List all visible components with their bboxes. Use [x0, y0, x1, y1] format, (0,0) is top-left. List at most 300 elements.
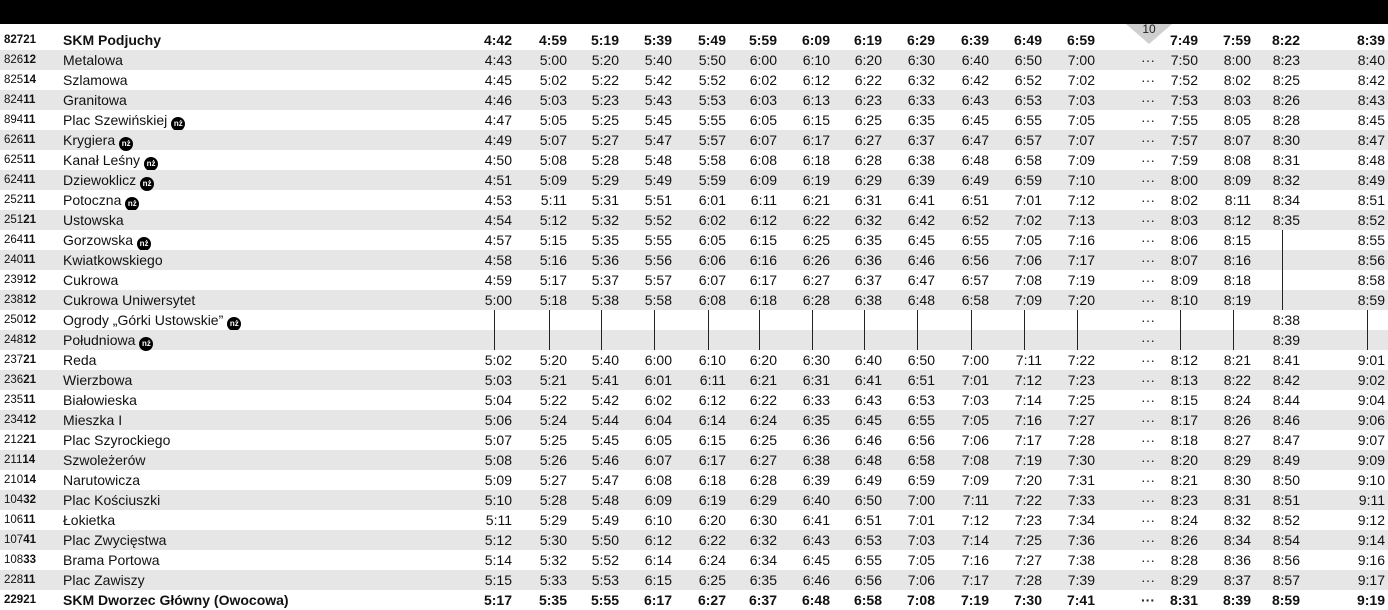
departure-time: 6:48 [907, 292, 935, 308]
departure-time: 6:02 [749, 72, 777, 88]
stop-code-post: 12 [23, 334, 36, 346]
departure-time: 5:36 [591, 252, 619, 268]
stop-code [4, 570, 35, 590]
stop-code [4, 210, 36, 230]
no-stop-line [812, 310, 813, 330]
departure-time: 5:17 [483, 592, 512, 608]
departure-time: 6:59 [1014, 172, 1042, 188]
departure-time: 7:36 [1067, 532, 1095, 548]
departure-time: 8:20 [1170, 452, 1198, 468]
on-request-stop-icon: nż [139, 337, 153, 351]
frequency-ellipsis: ··· [1141, 252, 1155, 268]
frequency-ellipsis: ··· [1141, 552, 1155, 568]
stop-name [63, 570, 145, 590]
on-request-stop-icon: nż [171, 117, 185, 131]
departure-time: 6:05 [749, 112, 777, 128]
stop-row [0, 270, 1388, 290]
no-stop-line [601, 310, 602, 330]
departure-time: 5:47 [644, 132, 672, 148]
departure-time: 7:05 [1067, 112, 1095, 128]
departure-time: 5:22 [591, 72, 619, 88]
departure-time: 7:13 [1067, 212, 1095, 228]
departure-time: 6:20 [854, 52, 882, 68]
stop-name [63, 330, 153, 351]
stop-code [4, 90, 35, 110]
departure-time: 5:17 [539, 272, 567, 288]
stop-code-area: 210 [4, 474, 24, 486]
stop-name [63, 270, 118, 290]
stop-row [0, 350, 1388, 370]
stop-row [0, 430, 1388, 450]
departure-time: 5:58 [698, 152, 726, 168]
departure-time: 6:25 [749, 432, 777, 448]
departure-time: 8:27 [1223, 432, 1251, 448]
departure-time: 7:09 [1014, 292, 1042, 308]
no-stop-line [654, 310, 655, 330]
departure-time: 6:42 [961, 72, 989, 88]
departure-time: 6:48 [801, 592, 830, 608]
no-stop-line [759, 310, 760, 330]
departure-time: 6:50 [1014, 52, 1042, 68]
stop-row [0, 290, 1388, 310]
departure-time: 6:37 [907, 132, 935, 148]
on-request-stop-icon: nż [227, 317, 241, 331]
no-stop-line [864, 310, 865, 330]
departure-time: 6:24 [698, 552, 726, 568]
departure-time: 8:24 [1170, 512, 1198, 528]
departure-time: 5:24 [539, 412, 567, 428]
stop-name-text: Ogrody „Górki Ustowskie” [63, 312, 224, 328]
departure-time: 6:19 [802, 172, 830, 188]
departure-time: 7:34 [1067, 512, 1095, 528]
departure-time: 5:15 [539, 232, 567, 248]
no-stop-line [549, 310, 550, 330]
departure-time: 6:37 [854, 272, 882, 288]
departure-time: 6:40 [854, 352, 882, 368]
departure-time: 6:35 [854, 232, 882, 248]
stop-code-area: 106 [4, 514, 24, 526]
departure-time: 7:16 [961, 552, 989, 568]
departure-time: 6:15 [644, 572, 672, 588]
departure-time: 4:54 [484, 212, 512, 228]
departure-time: 8:39 [1356, 32, 1385, 48]
departure-time: 7:25 [1014, 532, 1042, 548]
departure-time: 6:08 [644, 472, 672, 488]
stop-code-post: 11 [23, 514, 36, 526]
stop-name [63, 490, 160, 510]
frequency-ellipsis: ··· [1141, 492, 1155, 508]
stop-code-post: 21 [23, 594, 36, 606]
departure-time: 6:09 [749, 172, 777, 188]
departure-time: 6:41 [802, 512, 830, 528]
no-stop-line [971, 310, 972, 330]
stop-row [0, 530, 1388, 550]
departure-time: 7:17 [1014, 432, 1042, 448]
departure-time: 5:53 [591, 572, 619, 588]
no-stop-line [1282, 230, 1283, 250]
no-stop-line [1282, 270, 1283, 290]
stop-name-text: Białowieska [63, 392, 137, 408]
departure-time: 6:36 [802, 432, 830, 448]
departure-time: 5:50 [591, 532, 619, 548]
departure-time: 7:01 [1014, 192, 1042, 208]
stop-code-area: 824 [4, 94, 24, 106]
departure-time: 8:31 [1272, 152, 1300, 168]
departure-time: 7:27 [1067, 412, 1095, 428]
departure-time: 7:14 [1014, 392, 1042, 408]
departure-time: 6:50 [907, 352, 935, 368]
departure-time: 6:12 [749, 212, 777, 228]
stop-code [4, 290, 36, 310]
departure-time: 6:55 [1014, 112, 1042, 128]
departure-time: 7:03 [961, 392, 989, 408]
stop-code-area: 624 [4, 174, 24, 186]
departure-time: 6:19 [853, 32, 882, 48]
departure-time: 7:00 [1067, 52, 1095, 68]
departure-time: 7:41 [1066, 592, 1095, 608]
stop-code [4, 430, 36, 450]
departure-time: 6:48 [854, 452, 882, 468]
stop-code-area: 212 [4, 434, 24, 446]
stop-name [63, 310, 241, 331]
departure-time: 6:01 [698, 192, 726, 208]
departure-time: 6:11 [750, 192, 777, 208]
departure-time: 8:47 [1272, 432, 1300, 448]
departure-time: 6:41 [907, 192, 935, 208]
stop-code-post: 11 [23, 574, 36, 586]
departure-time: 6:53 [854, 532, 882, 548]
departure-time: 5:27 [539, 472, 567, 488]
frequency-ellipsis: ··· [1141, 312, 1155, 328]
departure-time: 9:09 [1357, 452, 1385, 468]
departure-time: 8:37 [1223, 572, 1251, 588]
stop-code-post: 11 [23, 394, 36, 406]
stop-code [4, 130, 35, 150]
departure-time: 8:59 [1357, 292, 1385, 308]
stop-code [4, 250, 35, 270]
departure-time: 8:00 [1170, 172, 1198, 188]
departure-time: 6:49 [1013, 32, 1042, 48]
departure-time: 5:12 [539, 212, 567, 228]
stop-row [0, 50, 1388, 70]
departure-time: 8:10 [1170, 292, 1198, 308]
no-stop-line [1077, 330, 1078, 350]
departure-time: 6:39 [907, 172, 935, 188]
header-bar [0, 0, 1388, 24]
stop-code-post: 21 [23, 434, 36, 446]
departure-time: 5:45 [591, 432, 619, 448]
departure-time: 5:52 [698, 72, 726, 88]
stop-code-post: 21 [23, 374, 36, 386]
stop-name-text: Południowa [63, 332, 136, 348]
stop-name-text: Ustowska [63, 212, 124, 228]
stop-code [4, 370, 36, 390]
departure-time: 6:08 [749, 152, 777, 168]
stop-code [4, 410, 36, 430]
departure-time: 5:48 [644, 152, 672, 168]
departure-time: 8:45 [1357, 112, 1385, 128]
departure-time: 5:49 [644, 172, 672, 188]
departure-time: 6:43 [802, 532, 830, 548]
stop-row [0, 310, 1388, 330]
departure-time: 7:57 [1170, 132, 1198, 148]
stop-name-text: Potoczna [63, 192, 122, 208]
stop-code-area: 234 [4, 414, 24, 426]
departure-time: 6:30 [907, 52, 935, 68]
stop-row [0, 510, 1388, 530]
departure-time: 8:03 [1170, 212, 1198, 228]
departure-time: 6:47 [961, 132, 989, 148]
departure-time: 6:24 [749, 412, 777, 428]
departure-time: 7:16 [1067, 232, 1095, 248]
departure-time: 6:51 [961, 192, 989, 208]
departure-time: 6:56 [907, 432, 935, 448]
departure-time: 7:23 [1067, 372, 1095, 388]
departure-time: 5:09 [539, 172, 567, 188]
departure-time: 6:46 [854, 432, 882, 448]
departure-time: 9:11 [1358, 492, 1385, 508]
departure-time: 4:58 [484, 252, 512, 268]
departure-time: 7:17 [1067, 252, 1095, 268]
frequency-ellipsis: ··· [1141, 432, 1155, 448]
stop-name-text: Krygiera [63, 132, 116, 148]
departure-time: 8:47 [1357, 132, 1385, 148]
stop-name-text: Szwoleżerów [63, 452, 146, 468]
no-stop-line [1180, 330, 1181, 350]
stop-row [0, 130, 1388, 150]
departure-time: 8:50 [1272, 472, 1300, 488]
departure-time: 6:22 [802, 212, 830, 228]
frequency-label: 10 [1142, 22, 1156, 36]
departure-time: 7:59 [1222, 32, 1251, 48]
departure-time: 8:18 [1170, 432, 1198, 448]
departure-time: 6:32 [854, 212, 882, 228]
departure-time: 8:21 [1223, 352, 1251, 368]
stop-row [0, 470, 1388, 490]
departure-time: 8:56 [1357, 252, 1385, 268]
departure-time: 8:05 [1223, 112, 1251, 128]
departure-time: 7:12 [1067, 192, 1095, 208]
departure-time: 6:04 [644, 412, 672, 428]
departure-time: 7:16 [1014, 412, 1042, 428]
stop-code-area: 236 [4, 374, 24, 386]
departure-time: 8:25 [1272, 72, 1300, 88]
departure-time: 6:34 [749, 552, 777, 568]
departure-time: 5:00 [539, 52, 567, 68]
stop-row [0, 390, 1388, 410]
stop-name [63, 170, 154, 191]
departure-time: 5:27 [591, 132, 619, 148]
stop-code-area: 237 [4, 354, 24, 366]
stop-code-post: 11 [23, 254, 36, 266]
stop-code-post: 12 [23, 314, 36, 326]
departure-time: 5:28 [539, 492, 567, 508]
stop-name-text: Cukrowa Uniwersytet [63, 292, 196, 308]
departure-time: 7:01 [907, 512, 935, 528]
stop-code [4, 310, 36, 330]
departure-time: 7:20 [1014, 472, 1042, 488]
no-stop-line [1180, 310, 1181, 330]
stop-name-text: Granitowa [63, 92, 127, 108]
departure-time: 4:49 [484, 132, 512, 148]
departure-time: 5:10 [484, 492, 512, 508]
departure-time: 6:56 [854, 572, 882, 588]
departure-time: 6:57 [961, 272, 989, 288]
departure-time: 5:32 [591, 212, 619, 228]
departure-time: 8:00 [1223, 52, 1251, 68]
departure-time: 6:32 [907, 72, 935, 88]
departure-time: 7:01 [961, 372, 989, 388]
stop-code-post: 11 [23, 94, 36, 106]
departure-time: 7:23 [1014, 512, 1042, 528]
departure-time: 5:46 [591, 452, 619, 468]
stop-row [0, 250, 1388, 270]
stop-name [63, 70, 128, 90]
departure-time: 5:20 [539, 352, 567, 368]
departure-time: 7:39 [1067, 572, 1095, 588]
departure-time: 5:57 [644, 272, 672, 288]
departure-time: 6:38 [854, 292, 882, 308]
no-stop-line [494, 310, 495, 330]
stop-name [63, 550, 159, 570]
departure-time: 6:59 [1066, 32, 1095, 48]
departure-time: 8:18 [1223, 272, 1251, 288]
departure-time: 8:52 [1272, 512, 1300, 528]
stop-code-area: 826 [4, 54, 24, 66]
departure-time: 8:26 [1272, 92, 1300, 108]
departure-time: 5:58 [644, 292, 672, 308]
departure-time: 8:24 [1223, 392, 1251, 408]
stop-code-area: 264 [4, 234, 24, 246]
departure-time: 6:27 [854, 132, 882, 148]
stop-code-area: 211 [4, 454, 23, 466]
stop-code [4, 490, 36, 510]
departure-time: 6:45 [802, 552, 830, 568]
departure-time: 6:43 [961, 92, 989, 108]
frequency-ellipsis: ··· [1141, 212, 1155, 228]
departure-time: 8:29 [1170, 572, 1198, 588]
departure-time: 6:28 [749, 472, 777, 488]
stop-name-text: Plac Zwycięstwa [63, 532, 167, 548]
departure-time: 6:21 [802, 192, 830, 208]
stop-row [0, 150, 1388, 170]
frequency-ellipsis: ··· [1141, 532, 1155, 548]
departure-time: 6:51 [907, 372, 935, 388]
departure-time: 7:08 [906, 592, 935, 608]
stop-code-area: 235 [4, 394, 24, 406]
stop-name-text: Metalowa [63, 52, 123, 68]
stop-code [4, 390, 35, 410]
departure-time: 8:15 [1170, 392, 1198, 408]
departure-time: 6:43 [854, 392, 882, 408]
departure-time: 8:31 [1223, 492, 1251, 508]
departure-time: 8:51 [1272, 492, 1300, 508]
departure-time: 7:06 [961, 432, 989, 448]
no-stop-line [1367, 310, 1368, 330]
departure-time: 6:45 [961, 112, 989, 128]
departure-time: 4:47 [484, 112, 512, 128]
departure-time: 8:52 [1357, 212, 1385, 228]
departure-time: 5:35 [538, 592, 567, 608]
departure-time: 8:46 [1272, 412, 1300, 428]
departure-time: 7:03 [1067, 92, 1095, 108]
departure-time: 8:48 [1357, 152, 1385, 168]
departure-time: 8:30 [1223, 472, 1251, 488]
departure-time: 8:57 [1272, 572, 1300, 588]
departure-time: 6:37 [748, 592, 777, 608]
departure-time: 6:01 [644, 372, 672, 388]
departure-time: 7:20 [1067, 292, 1095, 308]
departure-time: 8:54 [1272, 532, 1300, 548]
stop-code-area: 625 [4, 154, 24, 166]
departure-time: 8:36 [1223, 552, 1251, 568]
stop-code-post: 12 [23, 294, 36, 306]
departure-time: 8:23 [1170, 492, 1198, 508]
departure-time: 7:05 [1014, 232, 1042, 248]
departure-time: 6:21 [749, 372, 777, 388]
frequency-ellipsis: ··· [1141, 232, 1155, 248]
frequency-ellipsis: ··· [1141, 132, 1155, 148]
stop-code-post: 12 [23, 414, 36, 426]
stop-code-post: 11 [23, 174, 36, 186]
frequency-ellipsis: ··· [1141, 92, 1155, 108]
departure-time: 6:18 [802, 152, 830, 168]
departure-time: 6:18 [698, 472, 726, 488]
stop-code [4, 350, 36, 370]
departure-time: 5:04 [484, 392, 512, 408]
departure-time: 8:22 [1223, 372, 1251, 388]
departure-time: 8:17 [1170, 412, 1198, 428]
stop-name [63, 90, 127, 110]
departure-time: 5:52 [591, 552, 619, 568]
departure-time: 5:08 [484, 452, 512, 468]
departure-time: 6:58 [1014, 152, 1042, 168]
stop-code-area: 250 [4, 314, 24, 326]
departure-time: 4:45 [484, 72, 512, 88]
departure-time: 6:15 [802, 112, 830, 128]
departure-time: 6:39 [960, 32, 989, 48]
departure-time: 8:19 [1223, 292, 1251, 308]
departure-time: 6:58 [907, 452, 935, 468]
departure-time: 8:08 [1223, 152, 1251, 168]
stop-name-text: Plac Szyrockiego [63, 432, 171, 448]
departure-time: 7:10 [1067, 172, 1095, 188]
frequency-ellipsis: ··· [1141, 72, 1155, 88]
departure-time: 6:08 [698, 292, 726, 308]
stop-code-post: 21 [23, 214, 36, 226]
no-stop-line [917, 330, 918, 350]
departure-time: 7:06 [907, 572, 935, 588]
departure-time: 5:19 [590, 32, 619, 48]
stop-name-text: Reda [63, 352, 97, 368]
departure-time: 6:46 [802, 572, 830, 588]
departure-time: 6:07 [644, 452, 672, 468]
departure-time: 8:29 [1223, 452, 1251, 468]
stop-code [4, 70, 36, 90]
departure-time: 8:09 [1223, 172, 1251, 188]
departure-time: 6:36 [854, 252, 882, 268]
departure-time: 5:12 [484, 532, 512, 548]
departure-time: 6:45 [854, 412, 882, 428]
departure-time: 5:02 [484, 352, 512, 368]
frequency-ellipsis: ··· [1141, 192, 1155, 208]
stop-code-area: 825 [4, 74, 24, 86]
departure-time: 6:56 [961, 252, 989, 268]
departure-time: 8:31 [1169, 592, 1198, 608]
departure-time: 6:55 [961, 232, 989, 248]
departure-time: 6:40 [961, 52, 989, 68]
departure-time: 8:13 [1170, 372, 1198, 388]
